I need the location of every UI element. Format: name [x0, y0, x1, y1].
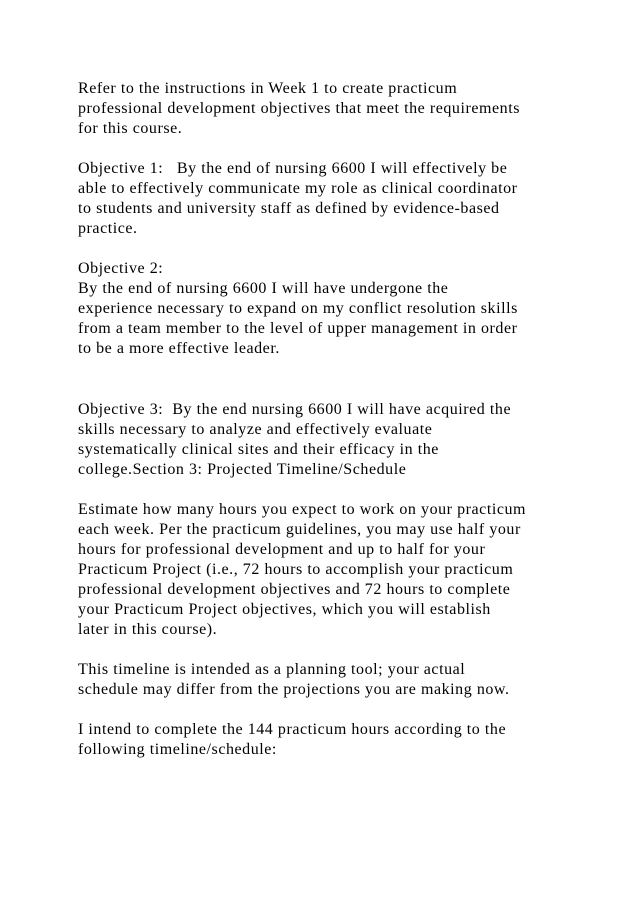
- text-line: each week. Per the practicum guidelines, you may use half your: [78, 521, 521, 538]
- text-line: I intend to complete the 144 practicum hours according to the: [78, 721, 507, 738]
- text-line: your Practicum Project objectives, which you will establish: [78, 601, 491, 618]
- text-line: This timeline is intended as a planning tool; your actual: [78, 661, 466, 678]
- text-line: to students and university staff as defined by evidence-based: [78, 200, 500, 217]
- text-line: college.Section 3: Projected Timeline/Schedule: [78, 461, 407, 478]
- text-line: Practicum Project (i.e., 72 hours to accomplish your practicum: [78, 561, 514, 578]
- text-line: from a team member to the level of upper management in order: [78, 320, 518, 337]
- text-line: professional development objectives that meet the requirements: [78, 100, 520, 117]
- text-line: to be a more effective leader.: [78, 340, 280, 357]
- text-line: schedule may differ from the projections you are making now.: [78, 681, 510, 698]
- text-line: Objective 1: By the end of nursing 6600 I will effectively be: [78, 160, 508, 177]
- text-line: Objective 3: By the end nursing 6600 I will have acquired the: [78, 401, 512, 418]
- text-line: following timeline/schedule:: [78, 741, 277, 758]
- text-line: By the end of nursing 6600 I will have undergone the: [78, 280, 449, 297]
- text-line: for this course.: [78, 120, 183, 137]
- text-line: able to effectively communicate my role as clinical coordinator: [78, 180, 518, 197]
- text-line: later in this course).: [78, 621, 218, 638]
- text-line: practice.: [78, 220, 138, 237]
- text-line: Refer to the instructions in Week 1 to create practicum: [78, 80, 458, 97]
- text-line: professional development objectives and 72 hours to complete: [78, 581, 511, 598]
- text-line: hours for professional development and up to half for your: [78, 541, 486, 558]
- text-line: systematically clinical sites and their efficacy in the: [78, 441, 439, 458]
- text-line: experience necessary to expand on my conflict resolution skills: [78, 300, 518, 317]
- text-line: Estimate how many hours you expect to work on your practicum: [78, 501, 527, 518]
- text-line: skills necessary to analyze and effectively evaluate: [78, 421, 433, 438]
- text-line: Objective 2:: [78, 260, 164, 277]
